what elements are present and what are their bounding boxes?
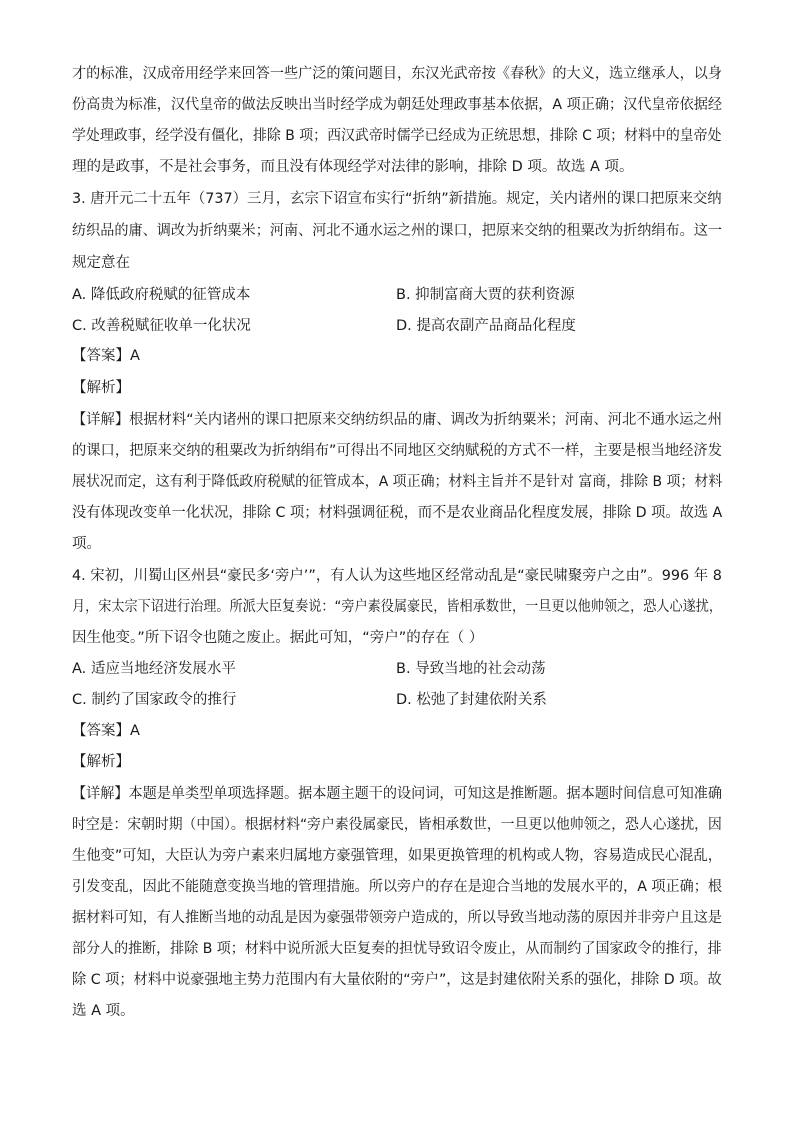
q4-detail-line: 据材料可知，有人推断当地的动乱是因为豪强带领旁户造成的，所以导致当地动荡的原因并非旁户且这是 xyxy=(72,910,722,926)
q3-answer: 【答案】A xyxy=(72,348,140,364)
carryover-line: 理的是政事，不是社会事务，而且没有体现经学对法律的影响，排除 D 项。故选 A 项。 xyxy=(72,159,634,175)
carryover-line: 才的标准，汉成帝用经学来回答一些广泛的策问题目，东汉光武帝按《春秋》的大义，选立继承人，以身 xyxy=(72,66,722,82)
q3-detail-line: 项。 xyxy=(72,536,101,552)
q3-analysis-tag: 【解析】 xyxy=(72,380,130,396)
q3-option-d: D. 提高农副产品商品化程度 xyxy=(396,318,576,334)
q4-detail-line: 时空是：宋朝时期（中国）。根据材料“旁户素役属豪民，皆相承数世，一旦更以他帅领之，恐人心遂扰，因 xyxy=(72,817,722,833)
carryover-line: 份高贵为标准，汉代皇帝的做法反映出当时经学成为朝廷处理政事基本依据，A 项正确；汉代皇帝依据经 xyxy=(72,97,723,113)
q4-answer: 【答案】A xyxy=(72,723,140,739)
q4-option-b: B. 导致当地的社会动荡 xyxy=(396,661,546,677)
q3-detail-line: 的课口，把原来交纳的租粟改为折纳绢布”可得出不同地区交纳赋税的方式不一样，主要是根当地经济发 xyxy=(72,443,722,459)
q4-stem-line: 4. 宋初，川蜀山区州县“豪民多‘旁户’”，有人认为这些地区经常动乱是“豪民啸聚旁户之由”。996 年 8 xyxy=(72,568,722,584)
q4-option-c: C. 制约了国家政令的推行 xyxy=(72,692,237,708)
q3-option-a: A. 降低政府税赋的征管成本 xyxy=(72,287,251,303)
q4-analysis-tag: 【解析】 xyxy=(72,754,130,770)
q4-stem-line: 因生他变。”所下诏令也随之废止。据此可知，“旁户”的存在（ ） xyxy=(72,630,484,646)
q3-option-c: C. 改善税赋征收单一化状况 xyxy=(72,318,251,334)
q3-stem-line: 纺织品的庸、调改为折纳粟米；河南、河北不通水运之州的课口，把原来交纳的租粟改为折纳绢布。这一 xyxy=(72,223,722,239)
q4-detail-line: 【详解】本题是单类型单项选择题。据本题主题干的设问词，可知这是推断题。据本题时间信息可知准确 xyxy=(72,786,722,802)
q3-stem-line: 规定意在 xyxy=(72,255,130,271)
q3-option-b: B. 抑制富商大贾的获利资源 xyxy=(396,287,575,303)
q4-stem-line: 月，宋太宗下诏进行治理。所派大臣复奏说：“旁户素役属豪民，皆相承数世，一旦更以他帅领之，恐人心遂扰， xyxy=(72,599,723,615)
q4-option-a: A. 适应当地经济发展水平 xyxy=(72,661,236,677)
q4-detail-line: 部分人的推断，排除 B 项；材料中说所派大臣复奏的担忧导致诏令废止，从而制约了国家政令的推行，排 xyxy=(72,941,722,957)
q3-stem-line: 3. 唐开元二十五年（737）三月，玄宗下诏宣布实行“折纳”新措施。规定，关内诸州的课口把原来交纳 xyxy=(72,191,722,207)
q4-detail-line: 生他变”可知，大臣认为旁户素来归属地方豪强管理，如果更换管理的机构或人物，容易造成民心混乱， xyxy=(72,848,722,864)
q3-detail-line: 没有体现改变单一化状况，排除 C 项；材料强调征税，而不是农业商品化程度发展，排除 D 项。故选 A xyxy=(72,505,723,521)
carryover-line: 学处理政事，经学没有僵化，排除 B 项；西汉武帝时儒学已经成为正统思想，排除 C 项；材料中的皇帝处 xyxy=(72,128,722,144)
q4-detail-line: 除 C 项；材料中说豪强地主势力范围内有大量依附的“旁户”，这是封建依附关系的强化，排除 D 项。故 xyxy=(72,972,722,988)
q4-detail-line: 引发变乱，因此不能随意变换当地的管理措施。所以旁户的存在是迎合当地的发展水平的，A 项正确；根 xyxy=(72,879,723,895)
q3-detail-line: 【详解】根据材料“关内诸州的课口把原来交纳纺织品的庸、调改为折纳粟米；河南、河北不通水运之州 xyxy=(72,412,722,428)
q4-option-d: D. 松弛了封建依附关系 xyxy=(396,692,547,708)
q3-detail-line: 展状况而定，这有利于降低政府税赋的征管成本，A 项正确；材料主旨并不是针对 富商，排除 B 项；材料 xyxy=(72,474,723,490)
q4-detail-line: 选 A 项。 xyxy=(72,1003,135,1019)
